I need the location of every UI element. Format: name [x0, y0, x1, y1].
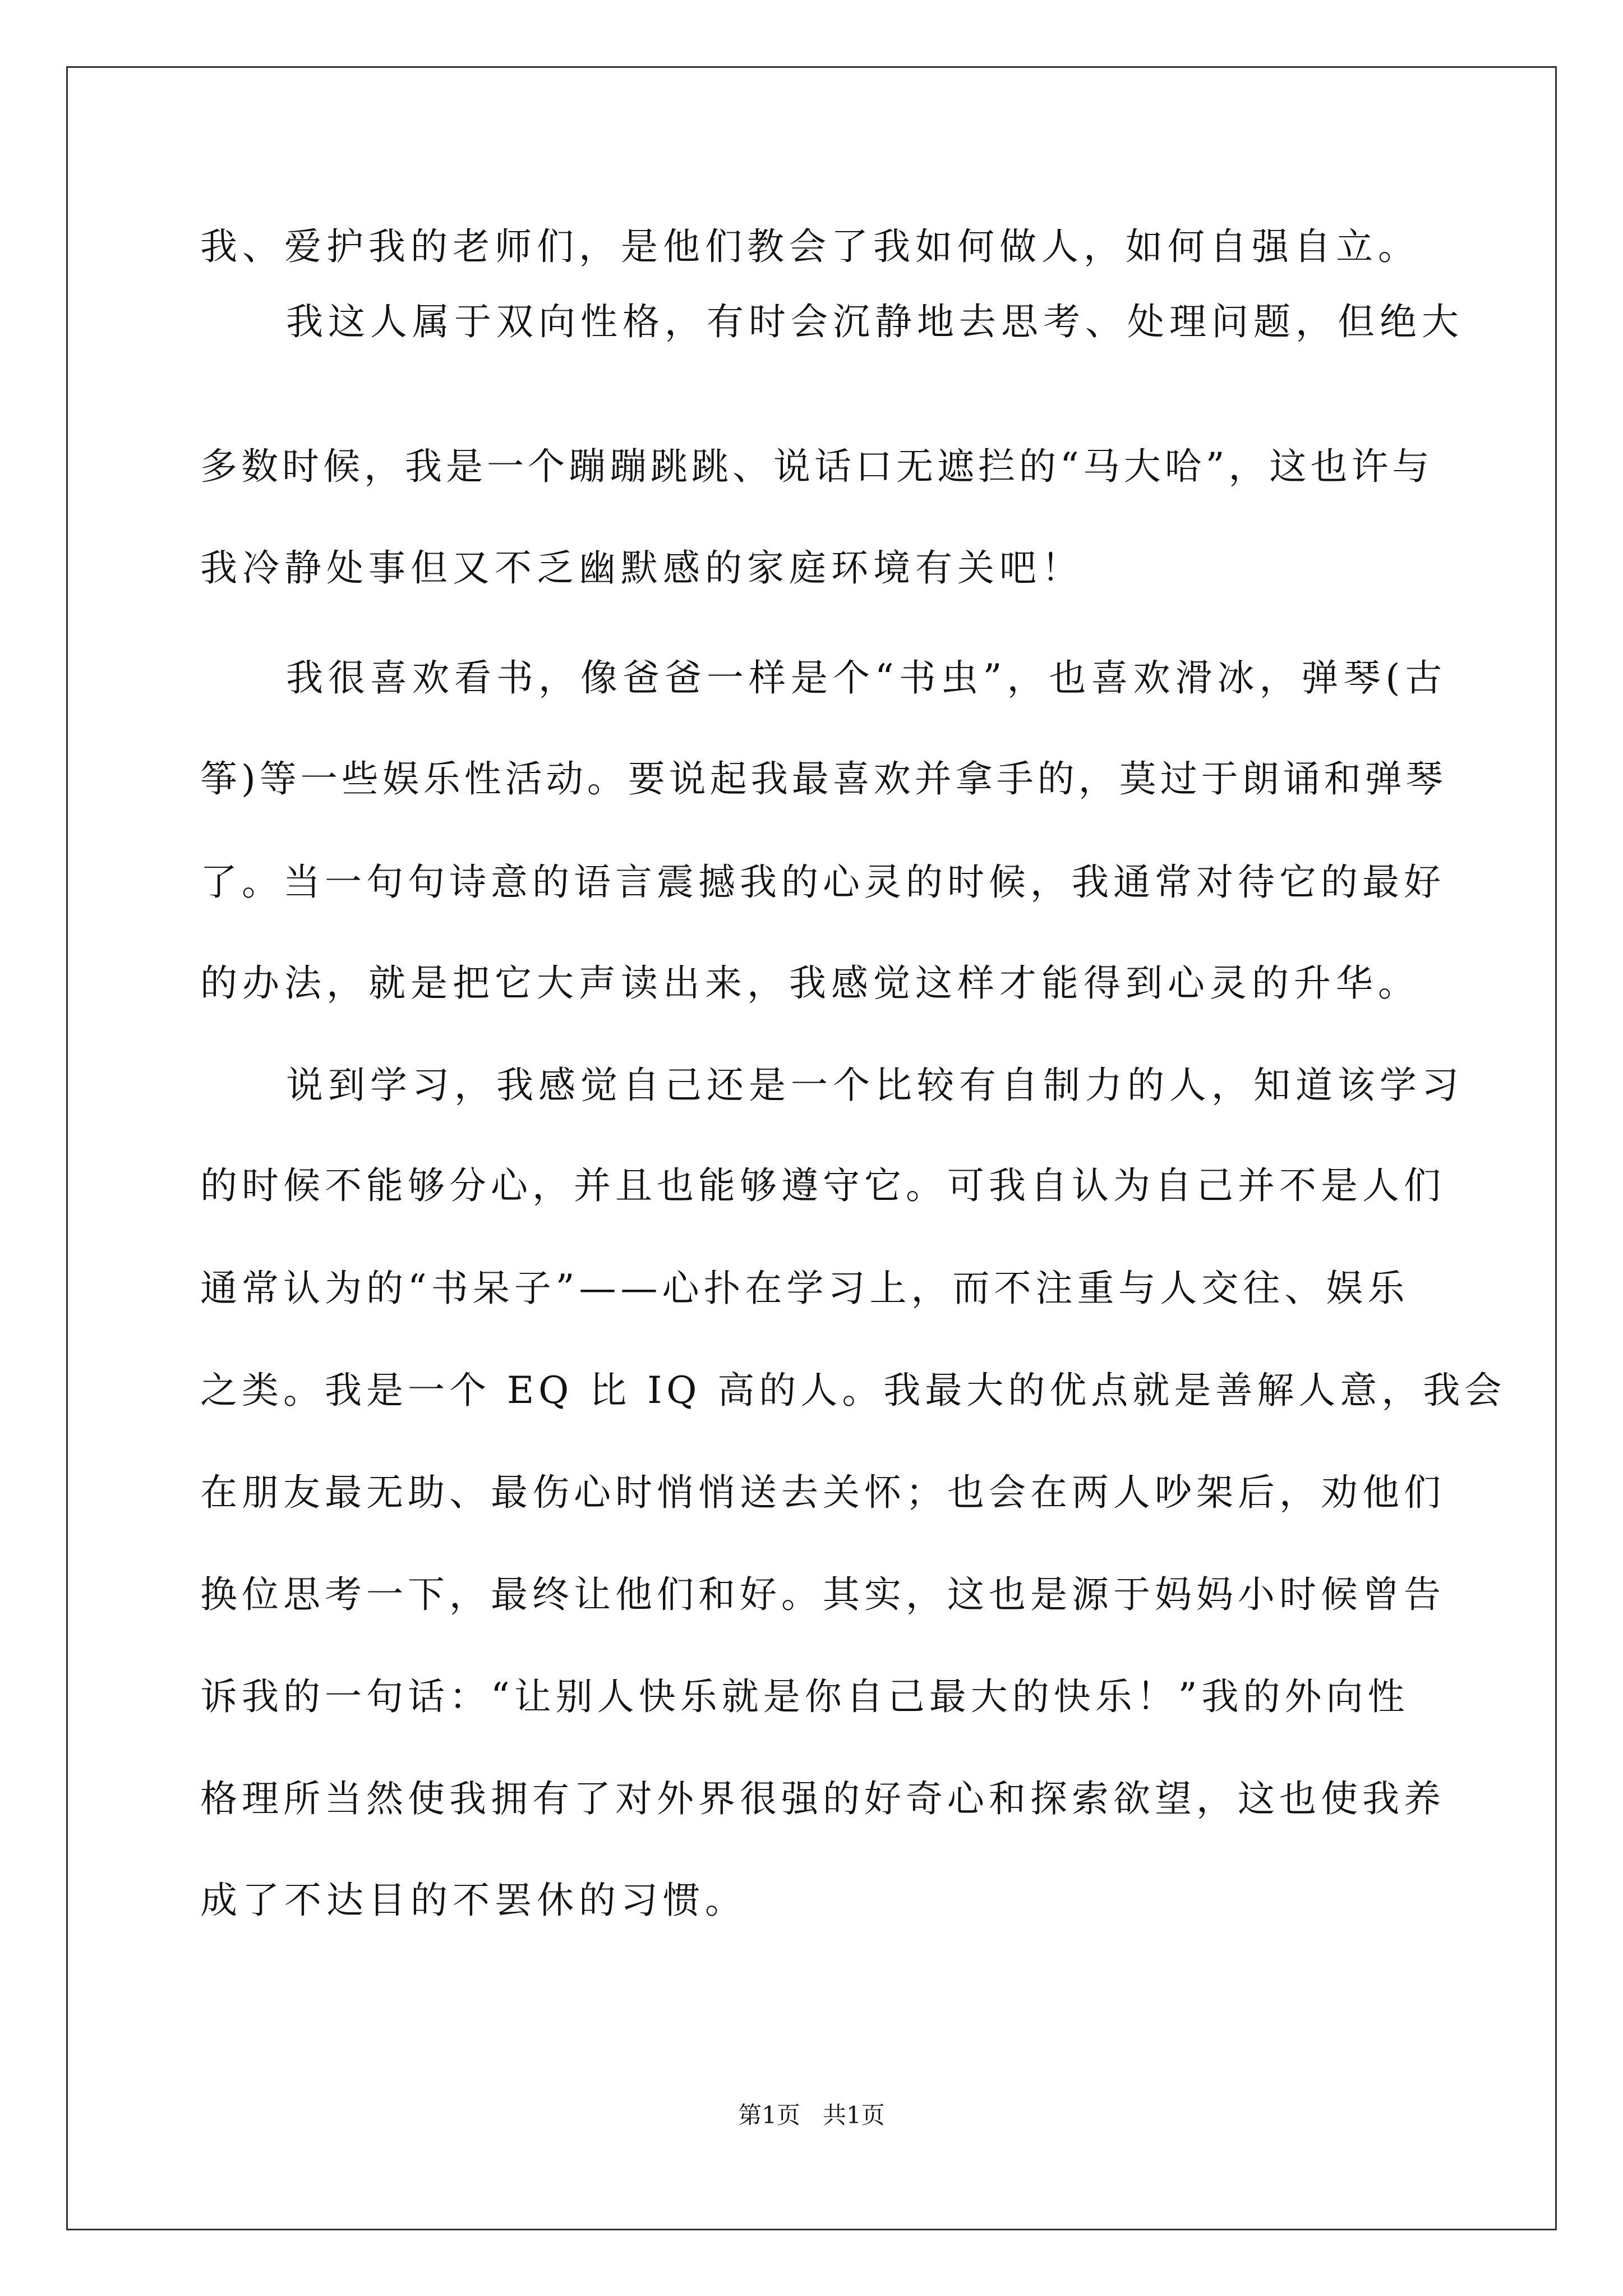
paragraph-line: 筝)等一些娱乐性活动。要说起我最喜欢并拿手的，莫过于朗诵和弹琴: [200, 757, 1447, 800]
paragraph-line: 我很喜欢看书，像爸爸一样是个“书虫”，也喜欢滑冰，弹琴(古: [286, 656, 1447, 700]
paragraph-line: 在朋友最无助、最伤心时悄悄送去关怀；也会在两人吵架后，劝他们: [200, 1471, 1445, 1514]
paragraph-line: 的办法，就是把它大声读出来，我感觉这样才能得到心灵的升华。: [200, 961, 1420, 1005]
paragraph-line: 诉我的一句话：“让别人快乐就是你自己最大的快乐！”我的外向性: [200, 1675, 1409, 1718]
paragraph-line: 之类。我是一个 EQ 比 IQ 高的人。我最大的优点就是善解人意，我会: [200, 1369, 1506, 1412]
paragraph-line: 通常认为的“书呆子”——心扑在学习上，而不注重与人交往、娱乐: [200, 1267, 1409, 1310]
page-footer: 第1页 共1页: [738, 2101, 885, 2129]
paragraph-line: 说到学习，我感觉自己还是一个比较有自制力的人，知道该学习: [286, 1064, 1464, 1107]
paragraph-line: 我这人属于双向性格，有时会沉静地去思考、处理问题，但绝大: [286, 300, 1464, 343]
paragraph-line: 成了不达目的不罢休的习惯。: [200, 1879, 747, 1922]
paragraph-line: 多数时候，我是一个蹦蹦跳跳、说话口无遮拦的“马大哈”，这也许与: [200, 445, 1433, 488]
paragraph-line: 我冷静处事但又不乏幽默感的家庭环境有关吧！: [200, 546, 1083, 590]
paragraph-line: 的时候不能够分心，并且也能够遵守它。可我自认为自己并不是人们: [200, 1164, 1445, 1207]
paragraph-line: 换位思考一下，最终让他们和好。其实，这也是源于妈妈小时候曾告: [200, 1573, 1445, 1616]
paragraph-line: 格理所当然使我拥有了对外界很强的好奇心和探索欲望，这也使我养: [200, 1777, 1445, 1820]
paragraph-line: 了。当一句句诗意的语言震撼我的心灵的时候，我通常对待它的最好: [200, 861, 1445, 904]
paragraph-line: 我、爱护我的老师们，是他们教会了我如何做人，如何自强自立。: [200, 225, 1420, 268]
